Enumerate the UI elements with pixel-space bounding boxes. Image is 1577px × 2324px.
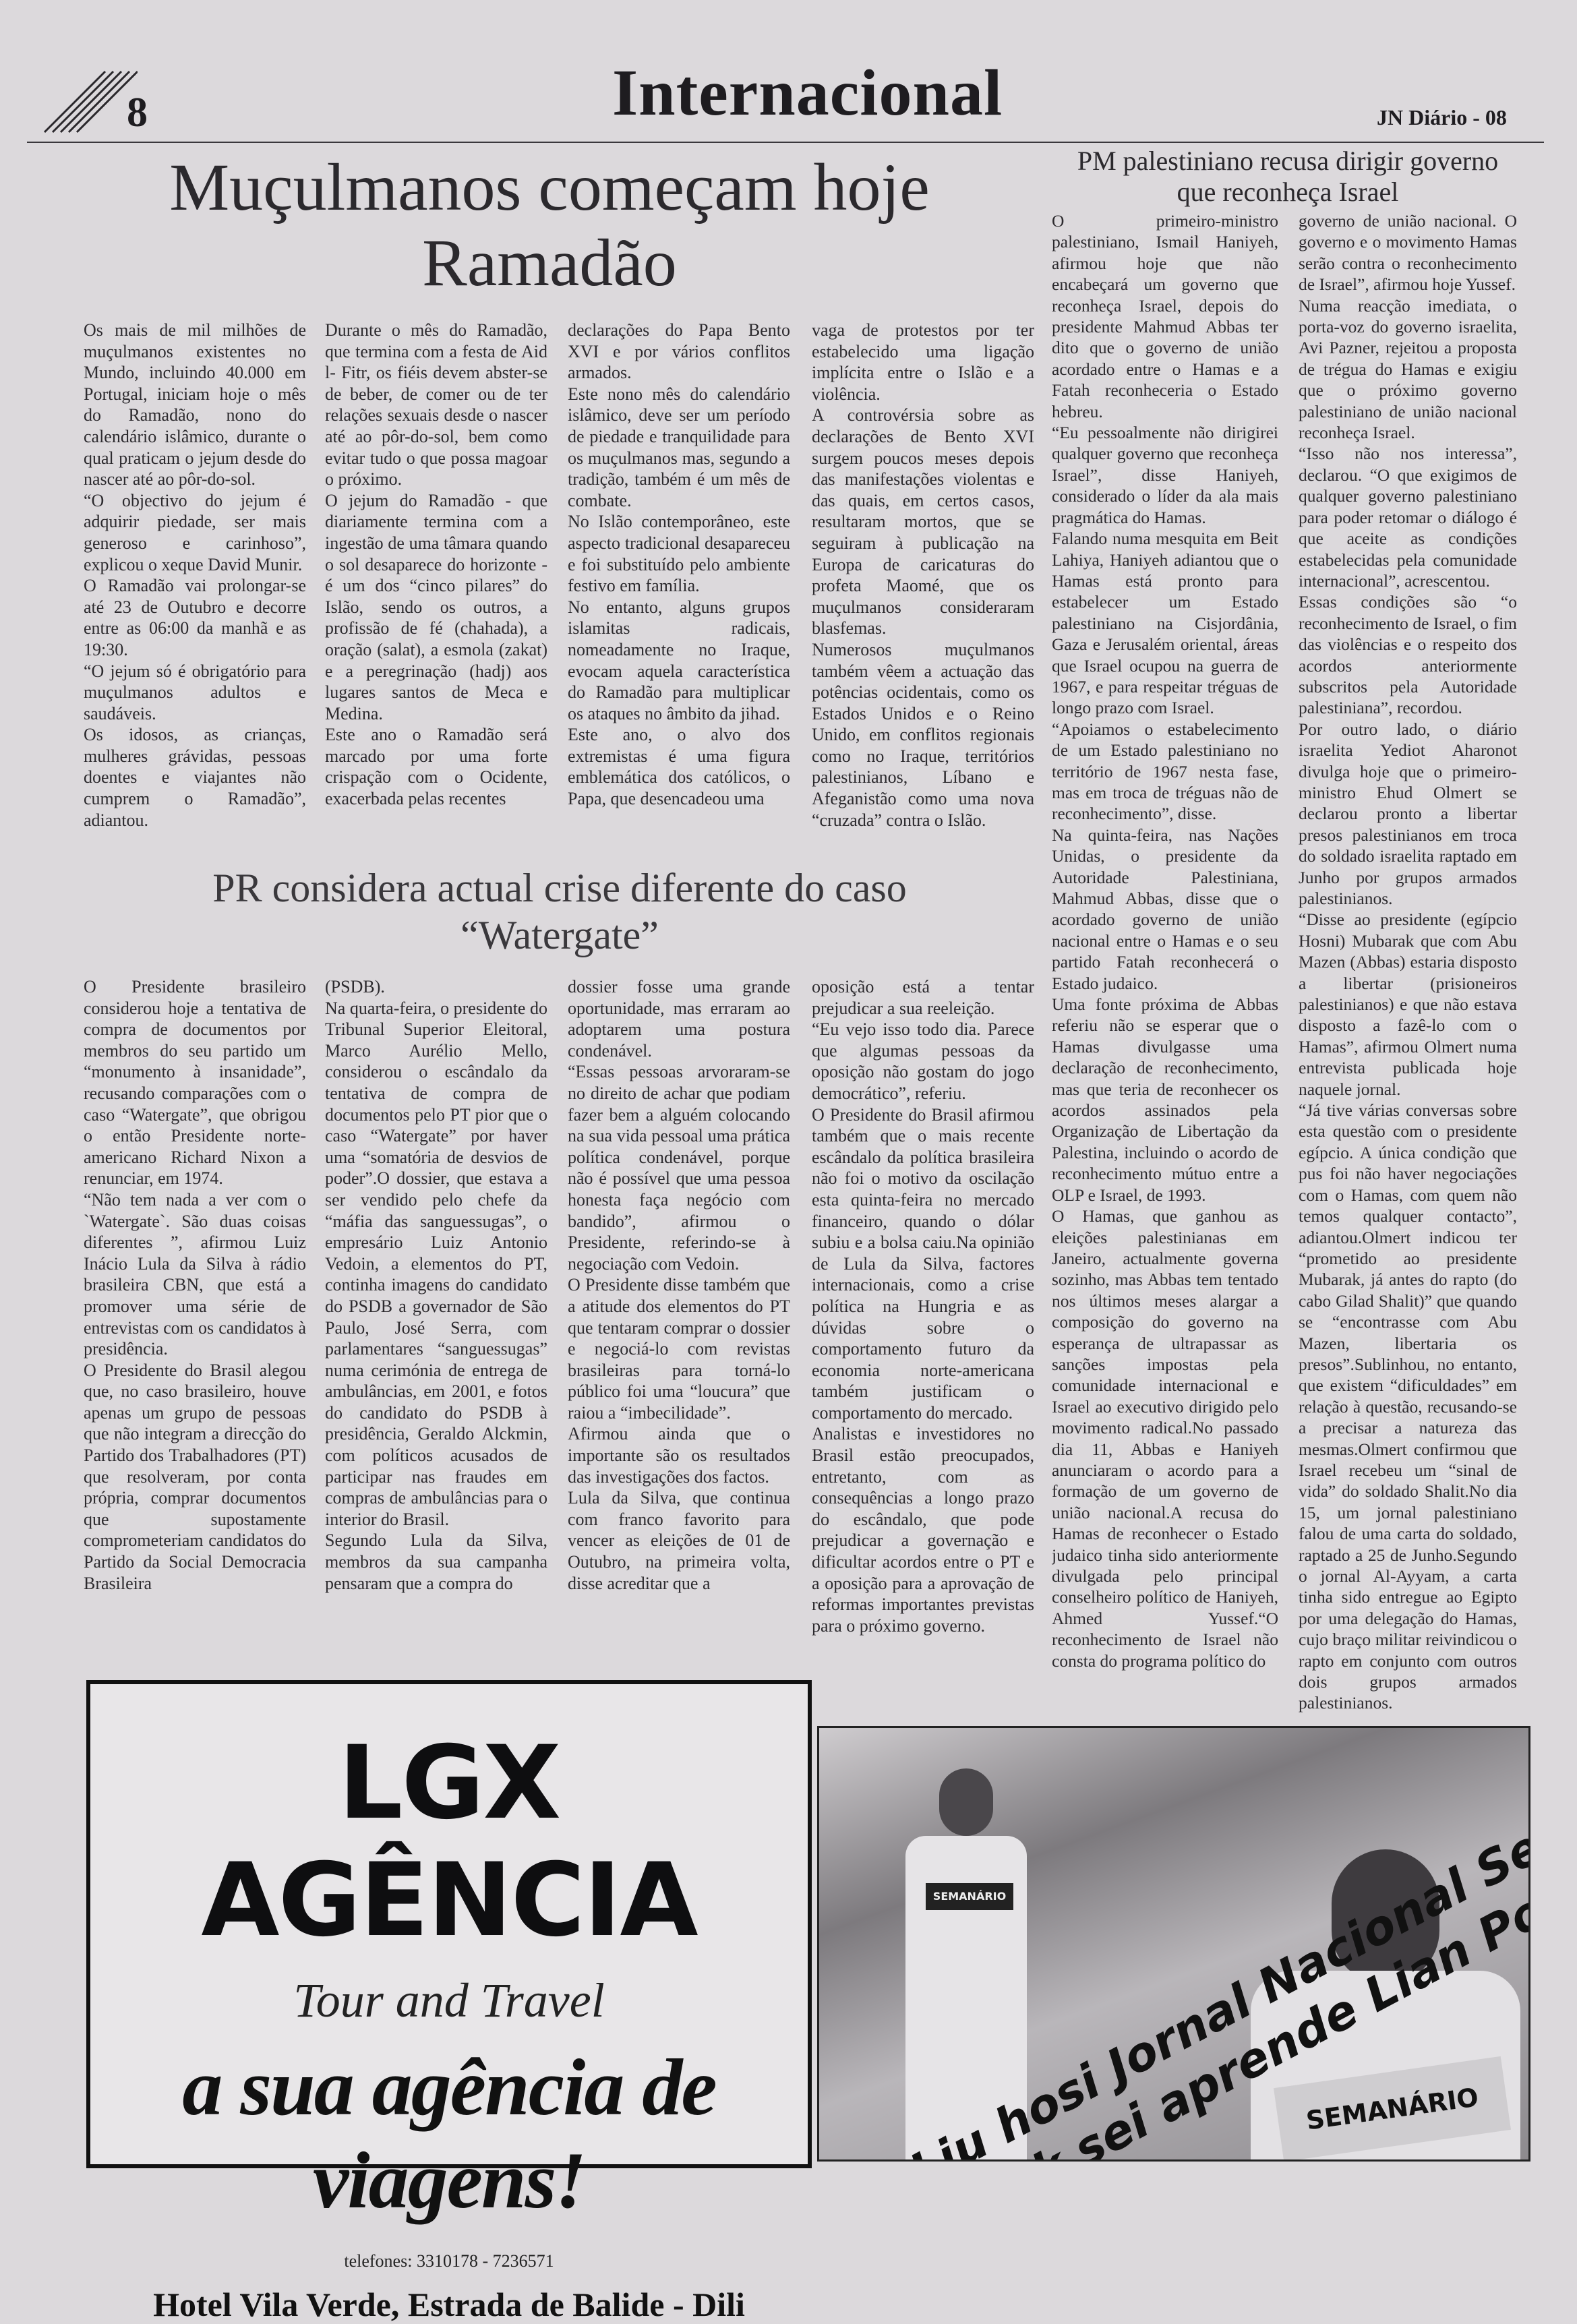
paragraph: O Presidente brasileiro considerou hoje a tentativa de compra de documentos por membros do seu partido um “monumento à insanidade”, recusando comparações com o caso “Watergate”, que obrigou o então Presidente norte-americano Richard Nixon a renunciar, em 1974. bbox=[84, 977, 306, 1189]
ramadan-column-2 bbox=[325, 320, 547, 859]
palestine-headline-line1: PM palestiniano recusa dirigir governo bbox=[1077, 146, 1499, 176]
watergate-column-3 bbox=[568, 976, 790, 1671]
newspaper: SEMANÁRIO bbox=[1274, 2056, 1511, 2162]
watergate-column-1 bbox=[84, 976, 306, 1671]
ad-line-1: Liu hosi Jornal Nacional bbox=[901, 1857, 1478, 2162]
person-head bbox=[939, 1768, 993, 1836]
paragraph: Numerosos muçulmanos também vêem a actuação das potências ocidentais, como os Estados Unidos e o Reino Unido, em conflitos regionais como no Iraque, territórios palestinianos, Líbano e Afeganistão como uma nova “cruzada” contra o Islão. bbox=[812, 639, 1034, 830]
paragraph: Uma fonte próxima de Abbas referiu não se esperar que o Hamas divulgasse uma declaração de reconhecimento, mas que teria de reconhecer os acordos assinados pela Organização de Libertação da Palestina, incluindo o acordo de reconhecimento mútuo entre a OLP e Israel, de 1993. bbox=[1052, 994, 1278, 1205]
paragraph: O Presidente do Brasil alegou que, no caso brasileiro, houve apenas um grupo de pessoas que não integram a direcção do Partido dos Trabalhadores (PT) que resolveram, por conta própria, comprar documentos que supostamente comprometeriam candidatos do Partido da Social Democracia Brasileira bbox=[84, 1360, 306, 1593]
paragraph: “Isso não nos interessa”, declarou. “O que exigimos de qualquer governo palestiniano para poder retomar o diálogo é que aceite as condições estabelecidas pela comunidade internacional”, acrescentou. bbox=[1299, 444, 1517, 591]
ad-slogan: a sua agência de viagens! bbox=[182, 2042, 716, 2225]
paragraph: O Hamas, que ganhou as eleições palestinianas em Janeiro, actualmente governa sozinho, mas Abbas tem tentado nos últimos meses alargar a composição do governo na esperança de ultrapassar as sanções impostas pela comunidade internacional e Israel ao executivo dirigido pelo movimento radical.No passado dia 11, Abbas e Haniyeh anunciaram o acordo para a formação de um governo de união nacional.A recusa do Hamas de reconhecer o Estado judaico tinha sido anteriormente divulgada pelo principal conselheiro político de Haniyeh, Ahmed Yussef.“O reconhecimento de Israel não consta do programa político do bbox=[1052, 1206, 1278, 1671]
paragraph: “Apoiamos o estabelecimento de um Estado palestiniano no território de 1967 nesta fase, mas em troca de tréguas não de reconhecimento”, disse. bbox=[1052, 719, 1278, 824]
paragraph: oposição está a tentar prejudicar a sua reeleição. bbox=[812, 977, 1034, 1018]
ramadan-headline bbox=[88, 150, 1011, 301]
watergate-headline-line1: PR considera actual crise diferente do caso bbox=[212, 866, 907, 910]
paragraph: Segundo Lula da Silva, membros da sua campanha pensaram que a compra do bbox=[325, 1530, 547, 1593]
paragraph: Os idosos, as crianças, mulheres grávidas, pessoas doentes e viajantes não cumprem o Ramadão”, adiantou. bbox=[84, 725, 306, 830]
edition-label: JN Diário - 08 bbox=[1377, 105, 1507, 129]
paragraph: O Ramadão vai prolongar-se até 23 de Outubro e decorre entre as 06:00 da manhã e as 19:30. bbox=[84, 576, 306, 659]
ramadan-column-1 bbox=[84, 320, 306, 859]
paragraph: Este ano, o alvo dos extremistas é uma figura emblemática dos católicos, o Papa, que desencadeou uma bbox=[568, 725, 790, 809]
paragraph: Os mais de mil milhões de muçulmanos existentes no Mundo, incluindo 40.000 em Portugal, iniciam hoje o mês do Ramadão, nono do calendário islâmico, durante o qual praticam o jejum desde do nascer até ao pôr-do-sol. bbox=[84, 320, 306, 489]
palestine-column-1 bbox=[1052, 210, 1278, 1718]
paragraph: Analistas e investidores no Brasil estão preocupados, entretanto, com as consequências a longo prazo do escândalo, que pode prejudicar a governação e dificultar acordos entre o PT e a oposição para a aprovação de reformas importantes previstas para o próximo governo. bbox=[812, 1424, 1034, 1636]
hatch-logo-icon bbox=[43, 65, 138, 139]
watergate-column-4 bbox=[812, 976, 1034, 1718]
ad-subtitle: Tour and Travel bbox=[293, 1973, 605, 2027]
paragraph: Afirmou ainda que o importante são os resultados das investigações dos factos. bbox=[568, 1424, 790, 1487]
watergate-headline-line2: “Watergate” bbox=[460, 913, 659, 957]
ramadan-headline-line1: Muçulmanos começam hoje bbox=[169, 150, 930, 225]
paragraph: vaga de protestos por ter estabelecido uma ligação implícita entre o Islão e a violência. bbox=[812, 320, 1034, 404]
header-rule bbox=[27, 142, 1544, 143]
paragraph: governo de união nacional. O governo e o movimento Hamas serão contra o reconhecimento de Israel”, afirmou hoje Yussef. bbox=[1299, 211, 1517, 295]
ramadan-column-4 bbox=[812, 320, 1034, 859]
paragraph: Numa reacção imediata, o porta-voz do governo israelita, Avi Pazner, rejeitou a proposta de trégua do Hamas e exigiu que o próximo governo palestiniano de união nacional reconheça Israel. bbox=[1299, 295, 1517, 443]
paragraph: Lula da Silva, que continua com franco favorito para vencer as eleições de 01 de Outubro, na primeira volta, disse acreditar que a bbox=[568, 1488, 790, 1593]
paragraph: “Já tive várias conversas sobre esta questão com o presidente egípcio. A única condição que pus foi não haver negociações com o Hamas, com quem não temos qualquer contacto”, adiantou.Olmert indicou ter “prometido ao presidente Mubarak, já antes do rapto (do cabo Gilad Shalit)” que quando se “encontrasse com Abu Mazen, libertaria os presos”.Sublinhou, no entanto, que existem “dificuldades” em relação à questão, recusando-se a precisar a natureza das mesmas.Olmert confirmou que Israel recebeu um “sinal de vida” do soldado Shalit.No dia 15, um jornal palestiniano falou de uma carta do soldado, raptado a 25 de Junho.Segundo o jornal Al-Ayyam, a carta tinha sido entregue ao Egipto por uma delegação do Hamas, cujo braço militar reivindicou o rapto em conjunto com outros dois grupos armados palestinianos. bbox=[1299, 1100, 1517, 1713]
ad-phones: telefones: 3310178 - 7236571 bbox=[344, 2251, 554, 2271]
watergate-headline bbox=[88, 864, 1032, 959]
palestine-headline bbox=[1052, 146, 1524, 208]
newspaper-sign: SEMANÁRIO bbox=[926, 1883, 1013, 1910]
paragraph: No Islão contemporâneo, este aspecto tradicional desapareceu e foi substituído pelo ambiente festivo em família. bbox=[568, 512, 790, 596]
section-title: Internacional bbox=[612, 57, 1003, 129]
paragraph: “Essas pessoas arvoraram-se no direito de achar que podiam fazer bem a alguém colocando na sua vida pessoal uma prática política condenável, porque não é possível que uma pessoa honesta faça negócio com bandido”, afirmou o Presidente, referindo-se à negociação com Vedoin. bbox=[568, 1062, 790, 1274]
ad-line-2: sei aprende Lian bbox=[1065, 1921, 1481, 2162]
ad-title: LGX AGÊNCIA bbox=[201, 1725, 697, 1959]
watergate-column-2 bbox=[325, 976, 547, 1671]
lgx-agency-ad bbox=[86, 1680, 812, 2323]
paragraph: “Eu vejo isso todo dia. Parece que algumas pessoas da oposição não gostam do jogo democrático”, referiu. bbox=[812, 1019, 1034, 1103]
paragraph: declarações do Papa Bento XVI e por vários conflitos armados. bbox=[568, 320, 790, 383]
paragraph: dossier fosse uma grande oportunidade, mas erraram ao adoptarem uma postura condenável. bbox=[568, 977, 790, 1061]
semanario-photo-ad bbox=[817, 1726, 1530, 2162]
paragraph: “Eu pessoalmente não dirigirei qualquer governo que reconheça Israel”, disse Haniyeh, considerado o líder da ala mais pragmática do Hamas. bbox=[1052, 423, 1278, 527]
paragraph: Este ano o Ramadão será marcado por uma forte crispação com o Ocidente, exacerbada pelas recentes bbox=[325, 725, 547, 809]
paragraph: “Não tem nada a ver com o `Watergate`. São duas coisas diferentes ”, afirmou Luiz Inácio Lula da Silva à rádio brasileira CBN, que está a promover uma série de entrevistas com os candidatos à presidência. bbox=[84, 1189, 306, 1359]
paragraph: Por outro lado, o diário israelita Yediot Aharonot divulga hoje que o primeiro-ministro Ehud Olmert se declarou pronto a libertar presos palestinianos em troca do soldado israelita raptado em Junho por grupos armados palestinianos. bbox=[1299, 719, 1517, 908]
paragraph: “Disse ao presidente (egípcio Hosni) Mubarak que com Abu Mazen (Abbas) estaria disposto a libertar (prisioneiros palestinianos) e que não estava disposto a fazê-lo com o Hamas”, afirmou Olmert numa entrevista publicada hoje naquele jornal. bbox=[1299, 910, 1517, 1099]
paragraph: Na quarta-feira, o presidente do Tribunal Superior Eleitoral, Marco Aurélio Mello, considerou o escândalo da tentativa de compra de documentos pelo PT pior que o caso “Watergate” por haver uma “somatória de desvios de poder”.O dossier, que estava a ser vendido pelo chefe da “máfia das sanguessugas”, o empresário Luiz Antonio Vedoin, a elementos do PT, continha imagens do candidato do PSDB a governador de São Paulo, José Serra, com parlamentares “sanguessugas” numa cerimónia de entrega de ambulâncias, em 2001, e fotos do candidato do PSDB à presidência, Geraldo Alckmin, com políticos acusados de participar nas fraudes em compras de ambulâncias para o interior do Brasil. bbox=[325, 998, 547, 1529]
ramadan-column-3 bbox=[568, 320, 790, 859]
paragraph: “O objectivo do jejum é adquirir piedade, ser mais generoso e carinhoso”, explicou o xeque David Munir. bbox=[84, 490, 306, 574]
palestine-column-2 bbox=[1299, 210, 1517, 1718]
paragraph: O Presidente do Brasil afirmou também que o mais recente escândalo da política brasileira não foi o motivo da oscilação esta quinta-feira no mercado financeiro, quando o dólar subiu e a bolsa caiu.Na opinião de Lula da Silva, factores internacionais, como a crise política na Hungria e as dúvidas sobre o comportamento futuro da economia norte-americana também justificam o comportamento do mercado. bbox=[812, 1104, 1034, 1423]
ramadan-headline-line2: Ramadão bbox=[422, 225, 677, 300]
page-number: 8 bbox=[127, 90, 148, 136]
paragraph: (PSDB). bbox=[325, 977, 385, 996]
paragraph: A controvérsia sobre as declarações de Bento XVI surgem poucos meses depois das manifestações violentas e das quais, em certos casos, resultaram mortos, que se seguiram à publicação na Europa de caricaturas do profeta Maomé, que os muçulmanos consideraram blasfemas. bbox=[812, 405, 1034, 638]
paragraph: Essas condições são “o reconhecimento de Israel, o fim das violências e o respeito dos acordos anteriormente subscritos pela Autoridade palestiniana”, recordou. bbox=[1299, 592, 1517, 718]
paragraph: “O jejum só é obrigatório para muçulmanos adultos e saudáveis. bbox=[84, 661, 306, 723]
page-logo-hatch bbox=[43, 65, 138, 139]
paragraph: O jejum do Ramadão - que diariamente termina com a ingestão de uma tâmara quando o sol desaparece do horizonte - é um dos “cinco pilares” do Islão, sendo os outros, a profissão de fé (chahada), a oração (salat), a esmola (zakat) e a peregrinação (hadj) aos lugares santos de Meca e Medina. bbox=[325, 490, 547, 723]
palestine-headline-line2: que reconheça Israel bbox=[1177, 177, 1399, 207]
paragraph: O Presidente disse também que a atitude dos elementos do PT que tentaram comprar o dossier e negociá-lo com revistas brasileiras para torná-lo público foi uma “loucura” que raiou a “imbecilidade”. bbox=[568, 1275, 790, 1423]
ad-address: Hotel Vila Verde, Estrada de Balide - Dili bbox=[153, 2286, 745, 2323]
paragraph: Este nono mês do calendário islâmico, deve ser um período de piedade e tranquilidade para os muçulmanos mas, segundo a tradição, também é um mês de combate. bbox=[568, 384, 790, 510]
paragraph: O primeiro-ministro palestiniano, Ismail Haniyeh, afirmou hoje que não encabeçará um governo que reconheça Israel, depois do presidente Mahmud Abbas ter dito que o governo de união acordado entre o Hamas e a Fatah reconheceria o Estado hebreu. bbox=[1052, 211, 1278, 421]
paragraph: Falando numa mesquita em Beit Lahiya, Haniyeh adiantou que o Hamas está pronto para estabelecer um Estado palestiniano na Cisjordânia, Gaza e Jerusalém oriental, áreas que Israel ocupou na guerra de 1967, e para respeitar tréguas de longo prazo com Israel. bbox=[1052, 529, 1278, 718]
paragraph: No entanto, alguns grupos islamitas radicais, nomeadamente no Iraque, evocam aquela característica do Ramadão para multiplicar os ataques no âmbito da jihad. bbox=[568, 597, 790, 723]
paragraph: Na quinta-feira, nas Nações Unidas, o presidente da Autoridade Palestiniana, Mahmud Abbas, disse que o acordado governo de união nacional entre o Hamas e o seu partido Fatah reconhecerá o Estado judaico. bbox=[1052, 825, 1278, 993]
paragraph: Durante o mês do Ramadão, que termina com a festa de Aid l- Fitr, os fiéis devem abster-se de beber, de comer ou de ter relações sexuais desde o nascer até ao pôr-do-sol, bem como evitar tudo o que possa magoar o próximo. bbox=[325, 320, 547, 489]
